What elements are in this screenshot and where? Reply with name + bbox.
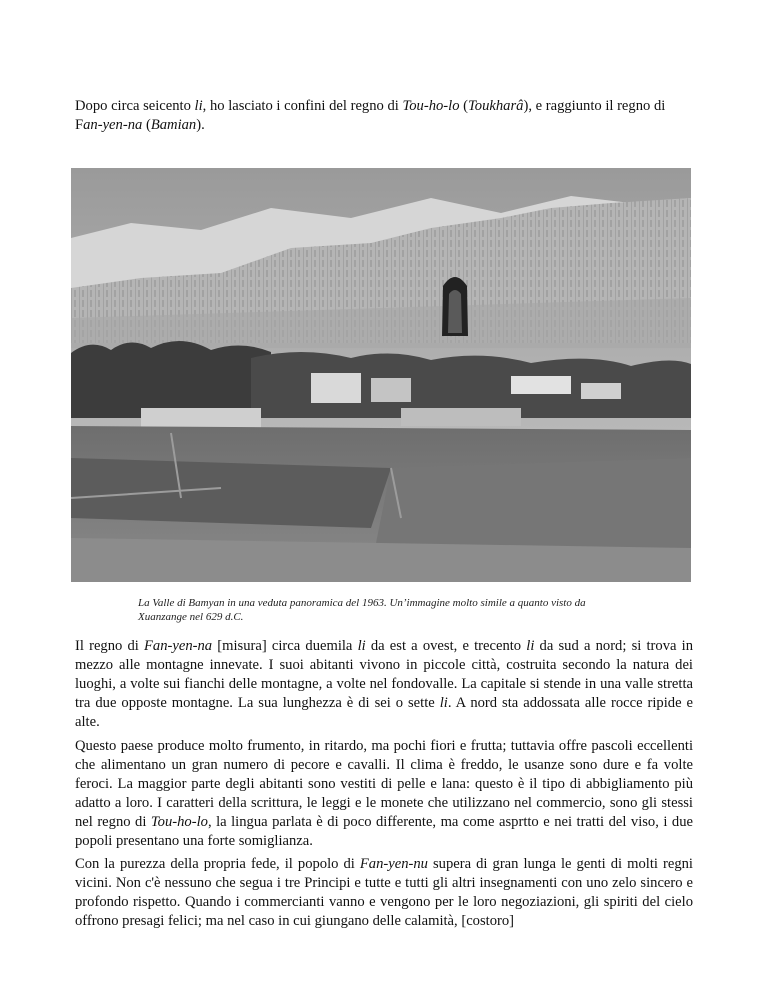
- italic-term: Tou-ho-lo: [402, 98, 460, 114]
- text-run: Dopo circa seicento: [75, 98, 195, 114]
- text-run: Con la purezza della propria fede, il popolo di: [75, 856, 360, 872]
- italic-term: Toukharâ: [468, 98, 524, 114]
- italic-term: Fan-yen-nu: [359, 856, 428, 872]
- body-paragraph: [75, 737, 693, 851]
- text-run: da est a ovest, e trecento: [365, 638, 527, 654]
- text-run: [misura] circa duemila: [212, 638, 358, 654]
- text-run: . A nord sta addossata alle rocce ripide e alte.: [75, 695, 693, 730]
- italic-term: an-yen-na: [83, 117, 143, 133]
- text-run: ), e raggiunto il regno di F: [75, 98, 666, 133]
- bamyan-valley-photo: [71, 168, 691, 582]
- text-run: Questo paese produce molto frumento, in ritardo, ma pochi fiori e frutta; tuttavia offre pascoli eccellenti che alimentano un gran numero di pecore e cavalli. Il clima è freddo, le usanze sono dure e fa volte feroci. La maggior parte degli abitanti sono vestiti di pelle e lana: questo è il tipo di abbigliamento più adatto a loro. I caratteri della scrittura, le leggi e le monete che utilizzano nel commercio, sono gli stessi nel regno di: [75, 738, 693, 830]
- landscape-photo-illustration: [71, 168, 691, 582]
- italic-term: Fan-yen-na: [144, 638, 213, 654]
- text-run: supera di gran lunga le genti di molti regni vicini. Non c'è nessuno che segua i tre Principi e tutte e tutti gli altri insegnamenti con uno zelo sincero e profondo rispetto. Quando i commercianti vanno e vengono per le loro negoziazioni, gli spiriti del cielo offrono presagi felici; ma nel caso in cui giungano delle calamità, [costoro]: [75, 856, 693, 929]
- italic-term: li: [357, 638, 366, 654]
- italic-term: li: [439, 695, 448, 711]
- italic-term: Bamian: [150, 117, 197, 133]
- photo-caption: La Valle di Bamyan in una veduta panoramica del 1963. Un’immagine molto simile a quanto visto da Xuanzange nel 629 d.C.: [138, 597, 586, 623]
- text-run: (: [142, 117, 151, 133]
- text-run: (: [459, 98, 469, 114]
- italic-term: Tou-ho-lo: [150, 814, 208, 830]
- text-run: Il regno di: [75, 638, 145, 654]
- italic-term: li: [526, 638, 535, 654]
- italic-term: li: [194, 98, 203, 114]
- text-run: ).: [196, 117, 205, 133]
- body-paragraph: [75, 855, 693, 931]
- body-paragraph: [75, 637, 693, 732]
- text-run: , ho lasciato i confini del regno di: [202, 98, 403, 114]
- intro-paragraph: [75, 97, 693, 135]
- text-run: da sud a nord; si trova in mezzo alle montagne innevate. I suoi abitanti vivono in piccole città, costruita secondo la natura dei luoghi, a volte sui fianchi delle montagne, a volte nel fondovalle. La capitale si stende in una valle stretta tra due opposte montagne. La sua lunghezza è di sei o sette: [75, 638, 693, 711]
- text-run: , la lingua parlata è di poco differente, ma come asprtto e nei tratti del viso, i due popoli presentano una forte somiglianza.: [75, 814, 693, 849]
